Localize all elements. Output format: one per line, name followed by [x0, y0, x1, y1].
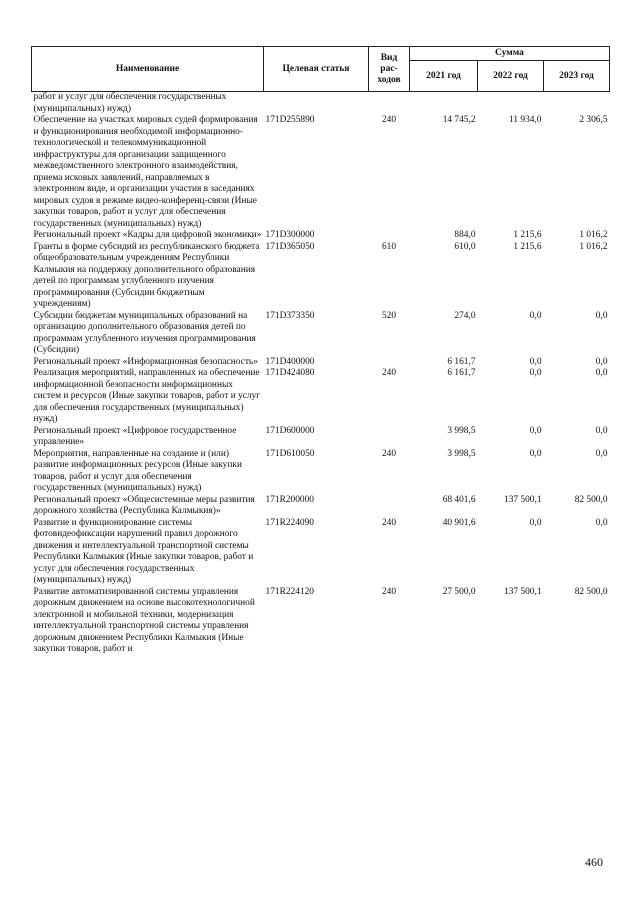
cell-v2022: 0,0 [529, 368, 542, 378]
cell-v2021: 3 998,5 [447, 425, 476, 436]
cell-v2023: 1 016,2 [579, 241, 608, 252]
cell-v2021: 14 745,2 [442, 115, 476, 125]
cell-v2023: 82 500,0 [574, 494, 608, 505]
cell-v2022: 0,0 [529, 448, 542, 459]
cell-v2023: 0,0 [595, 448, 608, 459]
cell-v2021: 68 401,6 [442, 494, 476, 505]
header-2023: 2023 год [544, 61, 610, 92]
cell-v2023: 0,0 [595, 425, 608, 436]
cell-code: 171D373350 [265, 310, 315, 321]
table-header-row-1 [32, 47, 610, 61]
cell-v2023: 0,0 [595, 517, 608, 528]
cell-name: Региональный проект «Общесистемные меры развития дорожного хозяйства (Республика Калмыкия)» [33, 494, 255, 516]
cell-v2021: 27 500,0 [442, 586, 476, 597]
cell-v2023: 82 500,0 [574, 586, 608, 597]
cell-vr: 240 [381, 517, 397, 528]
cell-vr: 240 [381, 448, 397, 459]
cell-v2021: 274,0 [454, 310, 476, 321]
table-row [32, 368, 610, 426]
table-row [32, 115, 610, 230]
cell-v2023: 0,0 [595, 368, 608, 378]
cell-name: Региональный проект «Цифровое государственное управление» [33, 425, 237, 447]
page-number: 460 [585, 855, 603, 869]
cell-vr: 610 [381, 241, 397, 252]
header-2021: 2021 год [410, 61, 478, 92]
cell-v2023: 0,0 [595, 356, 608, 367]
cell-code: 171D610050 [265, 448, 315, 459]
cell-code: 171R200000 [265, 494, 314, 505]
cell-vr: 240 [381, 586, 397, 597]
cell-v2022 [478, 92, 544, 116]
cell-code: 171D400000 [265, 356, 315, 367]
cell-v2022: 0,0 [529, 310, 542, 321]
cell-name: Реализация мероприятий, направленных на обеспечение информационной безопасности информационных систем и ресурсов (Иные закупки товаров, работ и услуг для обеспечения государственных (муниципальных) нужд) [33, 368, 261, 424]
cell-v2022: 0,0 [529, 356, 542, 367]
cell-name: Мероприятия, направленные на создание и (или) развитие информационных ресурсов (Иные закупки товаров, работ и услуг для обеспечения государственных (муниципальных) нужд) [33, 448, 242, 493]
cell-v2023: 2 306,5 [579, 115, 608, 125]
table-body [32, 92, 610, 656]
header-sum: Сумма [410, 47, 610, 61]
budget-table [31, 46, 610, 656]
cell-code: 171D600000 [265, 425, 315, 436]
cell-code: 171D424080 [265, 368, 315, 378]
cell-vr: 240 [381, 115, 397, 125]
table-row [32, 92, 610, 116]
cell-vr [369, 357, 410, 369]
cell-code: 171R224090 [265, 517, 314, 528]
table-row [32, 426, 610, 449]
table-row [32, 495, 610, 518]
cell-name: Субсидии бюджетам муниципальных образований на организацию дополнительного образования детей по программам углубленного изучения программирования (Субсидии) [33, 310, 256, 355]
cell-vr [369, 92, 410, 116]
cell-v2022: 1 215,6 [513, 230, 542, 240]
cell-vr [369, 230, 410, 242]
cell-code [264, 92, 369, 116]
table-row [32, 518, 610, 587]
table-row [32, 242, 610, 311]
cell-name: Региональный проект «Информационная безопасность» [33, 356, 258, 367]
table-row [32, 449, 610, 495]
cell-vr [369, 426, 410, 449]
cell-v2022: 1 215,6 [513, 241, 542, 252]
header-name: Наименование [32, 47, 264, 92]
cell-v2021: 610,0 [454, 241, 476, 252]
cell-v2021 [410, 92, 478, 116]
table-row [32, 357, 610, 369]
cell-name: Обеспечение на участках мировых судей формирования и функционирования необходимой информационно-технологической и телекоммуникационной инфраструктуры для организации защищенного межведомственного электронного взаимодействия, приема исковых заявлений, направляемых в электронном виде, и организации участия в заседаниях мировых судов в режиме видео-конференц-связи (Иные закупки товаров, работ и услуг для обеспечения государственных (муниципальных) нужд) [33, 115, 258, 229]
cell-v2021: 6 161,7 [447, 356, 476, 367]
cell-v2022: 0,0 [529, 517, 542, 528]
table-row [32, 587, 610, 656]
cell-code: 171D300000 [265, 230, 315, 240]
cell-v2022: 0,0 [529, 425, 542, 436]
cell-code: 171D365050 [265, 241, 315, 252]
cell-name: работ и услуг для обеспечения государственных (муниципальных) нужд) [33, 92, 227, 114]
cell-v2021: 3 998,5 [447, 448, 476, 459]
cell-code: 171D255890 [265, 115, 315, 125]
cell-name: Развитие и функционирование системы фотовидеофиксации нарушений правил дорожного движения и интеллектуальной транспортной системы Республики Калмыкия (Иные закупки товаров, работ и услуг для обеспечения государственных (муниципальных) нужд) [33, 517, 254, 585]
cell-v2022: 137 500,1 [504, 494, 542, 505]
cell-v2021: 884,0 [454, 230, 476, 240]
cell-vr: 240 [381, 368, 397, 378]
header-expense-type: Вид рас-ходов [369, 47, 410, 92]
cell-vr [369, 495, 410, 518]
table-row [32, 311, 610, 357]
header-code: Целевая статья [264, 47, 369, 92]
cell-v2022: 11 934,0 [509, 115, 542, 125]
cell-vr: 520 [381, 310, 397, 321]
cell-v2021: 6 161,7 [447, 368, 476, 378]
cell-v2023 [544, 92, 610, 116]
cell-v2023: 0,0 [595, 310, 608, 321]
cell-name: Региональный проект «Кадры для цифровой экономики» [33, 230, 262, 240]
cell-code: 171R224120 [265, 586, 314, 597]
cell-name: Гранты в форме субсидий из республиканского бюджета общеобразовательным учреждениям Республики Калмыкия на поддержку дополнительного образования детей по программам углубленного изучения программирования (Субсидии бюджетным учреждениям) [33, 241, 260, 309]
table-row [32, 230, 610, 242]
cell-v2022: 137 500,1 [504, 586, 542, 597]
header-2022: 2022 год [478, 61, 544, 92]
cell-v2021: 40 901,6 [442, 517, 476, 528]
cell-name: Развитие автоматизированной системы управления дорожным движением на основе высокотехнологичной электронной и мобильной техники, модернизация интеллектуальной транспортной системы управления дорожным движением Республики Калмыкия (Иные закупки товаров, работ и [33, 586, 255, 654]
cell-v2023: 1 016,2 [579, 230, 608, 240]
